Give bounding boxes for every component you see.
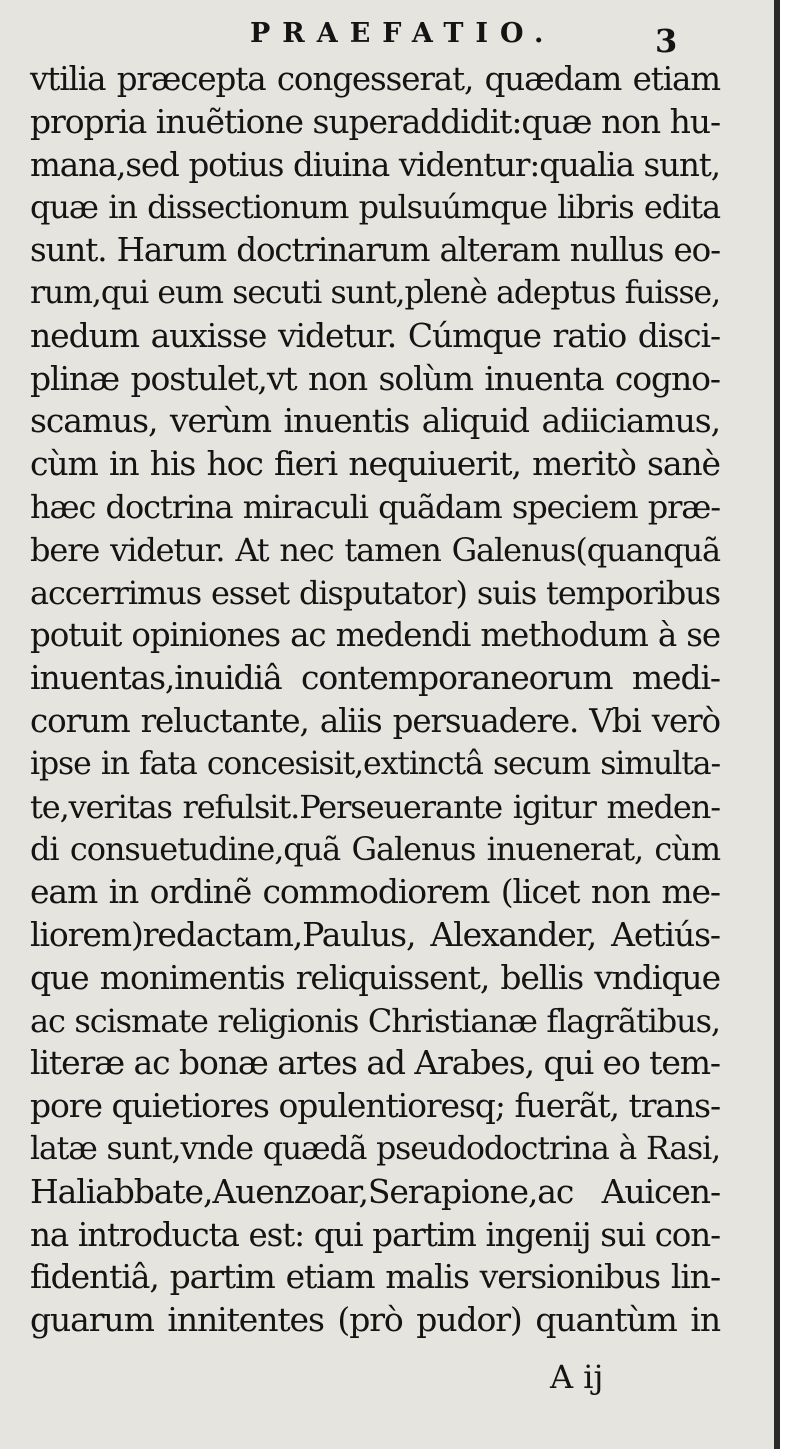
body-text	[30, 58, 720, 1342]
text-line: bere videtur. At nec tamen Galenus(quanquã	[30, 530, 720, 569]
text-line: literæ ac bonæ artes ad Arabes, qui eo tem-	[30, 1043, 720, 1083]
text-line: plinæ postulet,vt non solùm inuenta cogno-	[30, 358, 720, 398]
signature-mark: A ij	[550, 1358, 604, 1396]
text-line: propria inuẽtione superaddidit:quæ non hu-	[30, 101, 720, 141]
text-line: que monimentis reliquissent, bellis vndique	[30, 957, 720, 997]
scan-edge	[774, 0, 800, 1449]
text-line: latæ sunt,vnde quædã pseudodoctrina à Rasi,	[30, 1130, 720, 1167]
text-line: mana,sed potius diuina videntur:qualia sunt,	[30, 145, 720, 184]
page-header	[0, 18, 760, 58]
text-line: cùm in his hoc fieri nequiuerit, meritò sanè	[30, 444, 720, 484]
text-line: corum reluctante, aliis persuadere. Vbi verò	[30, 701, 720, 740]
running-head: PRAEFATIO.	[250, 18, 556, 49]
text-line: quæ in dissectionum pulsuúmque libris edita	[30, 188, 720, 227]
text-line: inuentas,inuidiâ contemporaneorum medi-	[30, 658, 720, 698]
page-number: 3	[655, 22, 678, 60]
text-line: rum,qui eum secuti sunt,plenè adeptus fuisse,	[30, 274, 720, 311]
text-line: hæc doctrina miraculi quãdam speciem præ-	[30, 487, 720, 526]
text-line: ipse in fata concesisit,extinctâ secum simulta-	[30, 745, 720, 782]
text-line: fidentiâ, partim etiam malis versionibus lin-	[30, 1257, 720, 1297]
text-line: Haliabbate,Auenzoar,Serapione,ac Auicen-	[30, 1171, 720, 1211]
text-line: sunt. Harum doctrinarum alteram nullus eo-	[30, 231, 720, 270]
text-line: ac scismate religionis Christianæ flagrãtibus,	[30, 1001, 720, 1040]
text-line: guarum innitentes (prò pudor) quantùm in	[30, 1300, 720, 1340]
text-line: te,veritas refulsit.Perseuerante igitur meden-	[30, 787, 720, 826]
text-line: na introducta est: qui partim ingenij sui con-	[30, 1215, 720, 1254]
text-line: eam in ordinẽ commodiorem (licet non me-	[30, 872, 720, 912]
text-line: potuit opiniones ac medendi methodum à se	[30, 616, 720, 655]
text-line: nedum auxisse videtur. Cúmque ratio disci-	[30, 315, 720, 355]
text-line: liorem)redactam,Paulus, Alexander, Aetiús-	[30, 914, 720, 954]
text-line: di consuetudine,quã Galenus inuenerat, cùm	[30, 830, 720, 869]
text-line: pore quietiores opulentioresq; fuerãt, trans-	[30, 1086, 720, 1126]
text-line: accerrimus esset disputator) suis temporibus	[30, 573, 720, 612]
text-line: vtilia præcepta congesserat, quædam etiam	[30, 60, 720, 98]
text-line: scamus, verùm inuentis aliquid adiiciamus,	[30, 401, 720, 441]
